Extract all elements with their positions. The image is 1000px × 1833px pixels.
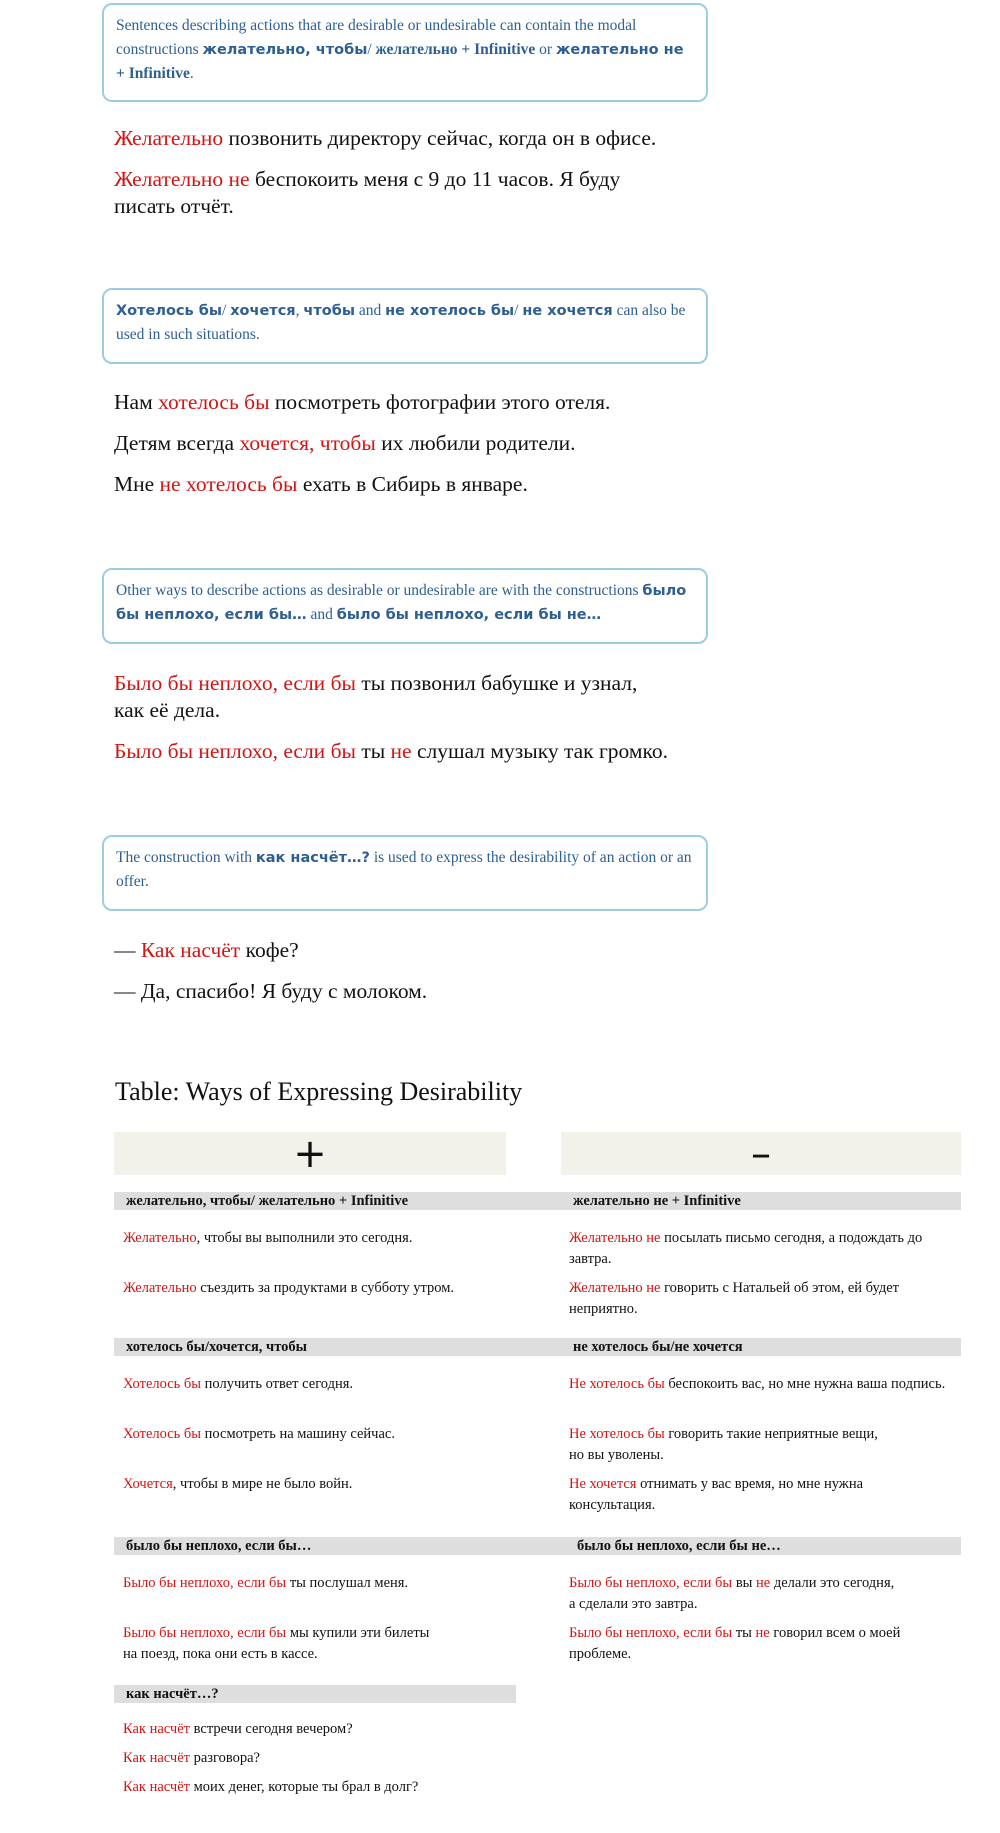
cell-text: моих денег, которые ты брал в долг? (190, 1779, 419, 1795)
note-term: желательно + Infinitive (375, 41, 536, 58)
cell-text: говорить такие неприятные вещи, (664, 1426, 878, 1442)
table-cell (123, 1623, 543, 1665)
cell-text: а сделали это завтра. (569, 1596, 698, 1612)
example-sentence (114, 166, 714, 220)
table-cell (569, 1278, 949, 1320)
highlight: не хотелось бы (159, 472, 298, 496)
table-cell (569, 1424, 949, 1466)
sentence-text: позвонить директору сейчас, когда он в офисе. (223, 126, 657, 150)
cell-text: получить ответ сегодня. (201, 1376, 354, 1392)
sentence-text: — Да, спасибо! Я буду с молоком. (114, 979, 428, 1003)
example-sentence (114, 389, 714, 416)
minus-sign: – (751, 1130, 771, 1177)
dialogue-line (114, 937, 714, 964)
sentence-text: Нам (114, 390, 159, 414)
plus-column-header (114, 1132, 506, 1175)
highlight: Было бы неплохо, если бы (569, 1625, 733, 1641)
highlight: хотелось бы (158, 390, 270, 414)
example-sentence (114, 670, 714, 724)
sentence-text: Детям всегда (114, 431, 240, 455)
info-note-3 (102, 568, 708, 644)
cell-text: мы купили эти билеты (286, 1625, 430, 1641)
cell-text: встречи сегодня вечером? (190, 1721, 353, 1737)
highlight: Не хотелось бы (569, 1426, 665, 1442)
section-header: желательно, чтобы/ желательно + Infinitive (114, 1192, 561, 1210)
highlight: Было бы неплохо, если бы (569, 1575, 733, 1591)
note-text: can also be used in such situations. (116, 302, 686, 343)
table-cell (123, 1278, 543, 1299)
cell-text: ты послушал меня. (286, 1575, 409, 1591)
highlight: Было бы неплохо, если бы (123, 1575, 287, 1591)
highlight: Как насчёт (140, 938, 241, 962)
cell-text: делали это сегодня, (770, 1575, 895, 1591)
cell-text: вы (732, 1575, 757, 1591)
note-text: and (306, 606, 337, 623)
highlight: Желательно (114, 126, 224, 150)
table-cell (123, 1719, 543, 1740)
note-text: or (535, 41, 556, 58)
table-title: Table: Ways of Expressing Desirability (115, 1077, 523, 1106)
note-term: хочется (230, 303, 296, 319)
cell-text: съездить за продуктами в субботу утром. (196, 1280, 454, 1296)
note-text: The construction with (116, 849, 256, 866)
table-cell (123, 1424, 543, 1445)
sentence-text: писать отчёт. (114, 194, 234, 218)
cell-text: но вы уволены. (569, 1447, 664, 1463)
table-cell (569, 1573, 949, 1615)
table-cell (569, 1474, 949, 1516)
table-cell (123, 1374, 543, 1395)
highlight: Не хочется (569, 1476, 637, 1492)
note-text: Other ways to describe actions as desirable or undesirable are with the constructions (116, 582, 643, 599)
highlight: Было бы неплохо, если бы (114, 671, 356, 695)
highlight: Желательно не (114, 167, 250, 191)
note-term: как насчёт…? (255, 850, 370, 866)
cell-text: отнимать у вас время, но мне нужна консультация. (569, 1476, 864, 1513)
highlight: Желательно (123, 1280, 197, 1296)
note-text: / (222, 302, 231, 319)
cell-text: , чтобы вы выполнили это сегодня. (196, 1230, 413, 1246)
note-text: and (354, 302, 386, 319)
sentence-text: как её дела. (114, 698, 221, 722)
dialogue-line (114, 978, 714, 1005)
sentence-text: беспокоить меня с 9 до 11 часов. Я буду (249, 167, 621, 191)
note-term: не хотелось бы (385, 303, 515, 319)
section-header: как насчёт…? (114, 1685, 516, 1703)
sentence-text: слушал музыку так громко. (411, 739, 668, 763)
sentence-text: кофе? (240, 938, 299, 962)
highlight: Как насчёт (123, 1721, 190, 1737)
highlight: не (756, 1575, 771, 1591)
info-note-4 (102, 835, 708, 911)
highlight: Желательно (123, 1230, 197, 1246)
cell-text: , чтобы в мире не было войн. (172, 1476, 353, 1492)
section-header: желательно не + Infinitive (561, 1192, 961, 1210)
info-note-2 (102, 288, 708, 364)
highlight: Не хотелось бы (569, 1376, 665, 1392)
highlight: хочется, чтобы (239, 431, 376, 455)
table-cell (123, 1573, 543, 1594)
example-sentence (114, 738, 714, 765)
note-term: не хочется (522, 303, 613, 319)
sentence-text: ты позвонил бабушке и узнал, (355, 671, 638, 695)
highlight: Как насчёт (123, 1750, 190, 1766)
section-header: было бы неплохо, если бы… (114, 1537, 561, 1555)
table-cell (569, 1623, 949, 1665)
note-text: Sentences describing actions that are desirable or undesirable can contain the modal constructions (116, 17, 637, 58)
minus-column-header (561, 1132, 961, 1175)
note-text: / (514, 302, 523, 319)
highlight: Было бы неплохо, если бы (114, 739, 356, 763)
sentence-text: Мне (114, 472, 160, 496)
note-term: желательно, чтобы (202, 42, 368, 58)
example-sentence (114, 430, 714, 457)
sentence-text: их любили родители. (375, 431, 576, 455)
note-text: , (295, 302, 304, 319)
highlight: Было бы неплохо, если бы (123, 1625, 287, 1641)
section-header: хотелось бы/хочется, чтобы (114, 1338, 561, 1356)
table-cell (123, 1474, 543, 1495)
cell-text: беспокоить вас, но мне нужна ваша подпись. (664, 1376, 946, 1392)
note-term: было бы неплохо, если бы… (116, 583, 687, 623)
note-term: + Infinitive (116, 65, 190, 82)
sentence-text: — (114, 938, 141, 962)
highlight: Хотелось бы (123, 1376, 202, 1392)
note-text: / (367, 41, 376, 58)
note-term: было бы неплохо, если бы не… (336, 607, 602, 623)
highlight: Как насчёт (123, 1779, 190, 1795)
cell-text: говорил всем о моей проблеме. (569, 1625, 901, 1662)
example-sentence (114, 125, 714, 152)
highlight: Желательно не (569, 1280, 661, 1296)
highlight: Хотелось бы (123, 1426, 202, 1442)
table-cell (123, 1748, 543, 1769)
highlight: Желательно не (569, 1230, 661, 1246)
highlight: не (755, 1625, 770, 1641)
cell-text: ты (732, 1625, 756, 1641)
sentence-text: посмотреть фотографии этого отеля. (269, 390, 611, 414)
cell-text: посмотреть на машину сейчас. (201, 1426, 395, 1442)
note-text: . (189, 65, 194, 82)
section-header: не хотелось бы/не хочется (561, 1338, 961, 1356)
cell-text: говорить с Натальей об этом, ей будет неприятно. (569, 1280, 899, 1317)
highlight: Хочется (123, 1476, 173, 1492)
highlight: не (390, 739, 412, 763)
example-sentence (114, 471, 714, 498)
table-cell (123, 1777, 543, 1798)
cell-text: посылать письмо сегодня, а подождать до завтра. (569, 1230, 923, 1267)
sentence-text: ты (355, 739, 391, 763)
plus-sign: + (293, 1130, 327, 1177)
note-term: чтобы (303, 303, 355, 319)
table-cell (569, 1374, 949, 1395)
table-cell (123, 1228, 543, 1249)
section-header: было бы неплохо, если бы не… (561, 1537, 961, 1555)
note-text: is used to express the desirability of an action or an offer. (116, 849, 692, 890)
note-term: Хотелось бы (116, 303, 223, 319)
info-note-1 (102, 3, 708, 102)
cell-text: на поезд, пока они есть в кассе. (123, 1646, 318, 1662)
sentence-text: ехать в Сибирь в январе. (297, 472, 528, 496)
table-cell (569, 1228, 949, 1270)
cell-text: разговора? (190, 1750, 260, 1766)
note-term: желательно не (555, 42, 684, 58)
